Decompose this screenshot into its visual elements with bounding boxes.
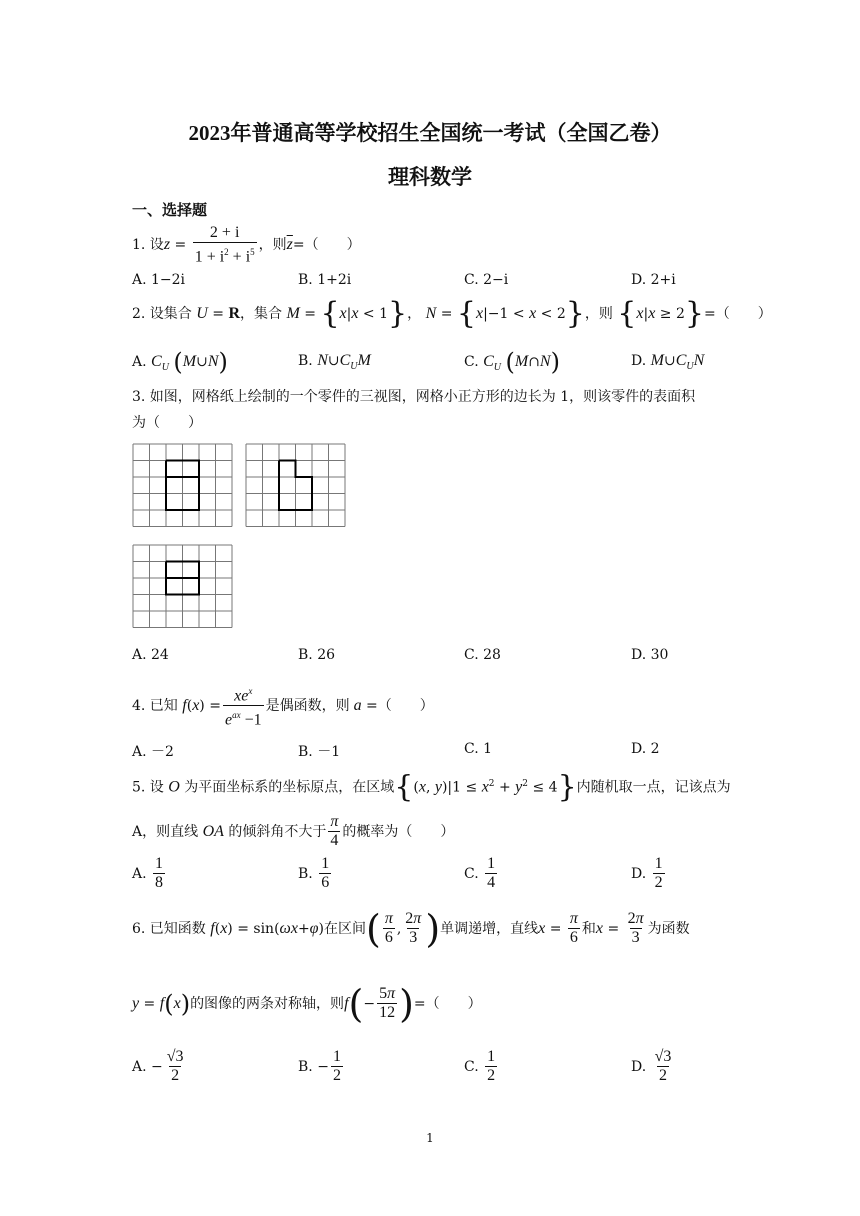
grid-top-view: [133, 545, 232, 628]
q1-prefix: 1. 设: [132, 237, 164, 254]
q2-option-b[interactable]: B. $N\cup C_UM$: [298, 352, 371, 373]
q2-tail: =（ ）: [703, 306, 772, 322]
q2-option-c[interactable]: C. $C_U$ (M∩N): [464, 348, 560, 376]
q1-option-c[interactable]: C. 2−i: [464, 272, 509, 288]
q4-tail: =（ ）: [366, 697, 434, 714]
q3-option-a[interactable]: A. 24: [132, 647, 169, 663]
question-2: 2. 设集合 U = R，集合 M = {x|x < 1}， N = {x|−1 < x < 2}，则 {x|x ≥ 2}=（ ）: [132, 296, 772, 331]
q1-option-a[interactable]: A. 1−2i: [132, 272, 186, 288]
q2-option-a[interactable]: A. $C_U$ (M∪N): [132, 348, 228, 376]
question-3-line-1: 3. 如图，网格纸上绘制的一个零件的三视图，网格小正方形的边长为 1，则该零件的表面积: [132, 389, 696, 405]
three-view-figure: [132, 442, 348, 632]
question-1: 1. 设 z = $\frac{2 + i}{1 + i^2 + i^5}$ ，则 $\overline{z}$ =（ ）: [132, 224, 361, 266]
grid-side-view: [246, 444, 345, 527]
q4-prefix: 4. 已知: [132, 697, 178, 714]
section-heading: 一、选择题: [132, 201, 208, 219]
q4-mid: 是偶函数，则: [265, 697, 350, 714]
page-subtitle: 理科数学: [388, 165, 472, 189]
q5-option-b[interactable]: B. $\frac{1}{6}$: [298, 855, 330, 891]
q4-option-d[interactable]: D. 2: [631, 741, 660, 757]
question-5-line-2: A，则直线 OA 的倾斜角不大于 $\frac{\pi}{4}$ 的概率为（ ）: [132, 813, 455, 849]
q6-option-c[interactable]: C. $\frac{1}{2}$: [464, 1048, 496, 1084]
question-6-line-1: 6. 已知函数 f ( x ) = sin( ωx + φ ) 在区间 ( $\frac{\pi}{6}$ , $\frac{2\pi}{3}$ ) 单调递增，直线 x = $\frac{\pi}{6}$ 和 x = $\frac{2\pi}{3}$ 为函数: [132, 906, 690, 951]
q3-option-d[interactable]: D. 30: [631, 647, 669, 663]
question-3-line-2: 为（ ）: [132, 415, 202, 431]
q6-option-d[interactable]: D. $\frac{√3}{2}$: [631, 1048, 672, 1084]
q2-option-d[interactable]: D. $M\cup C_UN$: [631, 352, 705, 373]
q4-fraction: $\frac{xe^x}{e^{ax} -1}$: [224, 686, 262, 729]
q6-option-b[interactable]: B. − $\frac{1}{2}$: [298, 1048, 341, 1084]
question-5-line-1: 5. 设 O 为平面坐标系的坐标原点，在区域{(x, $y)|1 \le x^2 + y^2 \le 4$}内随机取一点，记该点为: [132, 769, 731, 805]
q4-option-c[interactable]: C. 1: [464, 741, 493, 757]
q4-option-a[interactable]: A. －2: [132, 744, 174, 760]
q5-option-a[interactable]: A. $\frac{1}{8}$: [132, 855, 164, 891]
question-4: 4. 已知 f ( x ) = $\frac{xe^x}{e^{ax} -1}$ 是偶函数，则 a =（ ）: [132, 682, 434, 730]
q6-option-a[interactable]: A. − $\frac{√3}{2}$: [132, 1048, 184, 1084]
q5-option-d[interactable]: D. $\frac{1}{2}$: [631, 855, 663, 891]
q1-option-b[interactable]: B. 1+2i: [298, 272, 352, 288]
q3-option-c[interactable]: C. 28: [464, 647, 501, 663]
q2-prefix: 2. 设集合: [132, 306, 192, 322]
grid-front-view: [133, 444, 232, 527]
page-number: 1: [426, 1131, 434, 1145]
q3-option-b[interactable]: B. 26: [298, 647, 336, 663]
q1-mid: ，则: [258, 237, 287, 254]
q4-option-b[interactable]: B. －1: [298, 744, 341, 760]
page-title: 2023年普通高等学校招生全国统一考试（全国乙卷）: [188, 121, 672, 145]
question-6-line-2: y = f ( x ) 的图像的两条对称轴，则 f ( − $\frac{5\pi}{12}$ ) =（ ）: [132, 981, 482, 1026]
q1-option-d[interactable]: D. 2+i: [631, 272, 676, 288]
q1-fraction: $\frac{2 + i}{1 + i^2 + i^5}$: [194, 224, 255, 266]
q5-option-c[interactable]: C. $\frac{1}{4}$: [464, 855, 496, 891]
q1-tail: =（ ）: [292, 237, 361, 254]
